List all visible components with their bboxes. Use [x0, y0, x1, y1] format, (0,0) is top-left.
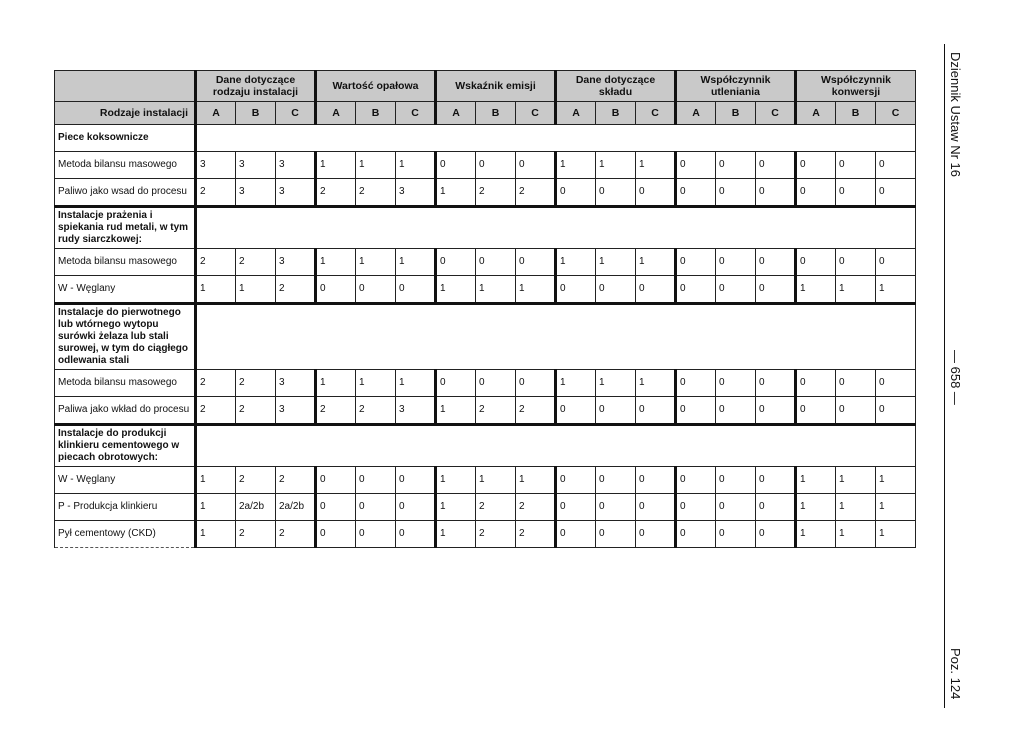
- table-cell: 0: [556, 467, 596, 494]
- table-cell: 0: [876, 179, 916, 207]
- table-cell: 2: [356, 397, 396, 425]
- table-cell: 0: [636, 467, 676, 494]
- table-cell: 0: [756, 249, 796, 276]
- table-cell: 0: [796, 370, 836, 397]
- table-cell: 0: [316, 467, 356, 494]
- table-cell: 1: [796, 494, 836, 521]
- table-cell: 1: [636, 370, 676, 397]
- table-cell: 1: [556, 152, 596, 179]
- table-cell: 0: [636, 494, 676, 521]
- table-cell: 0: [316, 276, 356, 304]
- header-sub: A: [676, 102, 716, 125]
- table-cell: 0: [556, 521, 596, 548]
- table-cell: 0: [556, 276, 596, 304]
- table-cell: 0: [716, 152, 756, 179]
- table-cell: 0: [556, 397, 596, 425]
- table-cell: 1: [196, 521, 236, 548]
- table-cell: 0: [876, 397, 916, 425]
- table-cell: 0: [676, 397, 716, 425]
- section-title: Piece koksownicze: [55, 125, 196, 152]
- table-cell: 1: [836, 494, 876, 521]
- table-cell: 2: [196, 370, 236, 397]
- table-cell: 0: [676, 249, 716, 276]
- header-sub: B: [476, 102, 516, 125]
- table-header: [55, 71, 916, 125]
- table-cell: 0: [356, 467, 396, 494]
- table-cell: 1: [436, 397, 476, 425]
- header-sub: B: [836, 102, 876, 125]
- table-cell: 1: [356, 370, 396, 397]
- table-cell: 2: [516, 521, 556, 548]
- table-cell: 0: [476, 249, 516, 276]
- table-cell: 0: [556, 494, 596, 521]
- table-cell: 0: [716, 179, 756, 207]
- table-cell: 0: [676, 179, 716, 207]
- table-cell: 2: [516, 397, 556, 425]
- table-row: [55, 370, 916, 397]
- row-label: Pył cementowy (CKD): [55, 521, 196, 548]
- table-body: [55, 125, 916, 548]
- table-row: [55, 276, 916, 304]
- header-group: Współczynnik konwersji: [796, 71, 916, 102]
- header-sub: B: [356, 102, 396, 125]
- table-row: [55, 249, 916, 276]
- table-cell: 1: [796, 467, 836, 494]
- data-table: [54, 70, 916, 548]
- table-cell: 3: [276, 397, 316, 425]
- journal-title: Dziennik Ustaw Nr 16: [948, 52, 963, 177]
- section-title: Instalacje do pierwotnego lub wtórnego wytopu surówki żelaza lub stali surowej, w tym do ciągłego odlewania stali: [55, 304, 196, 370]
- table-cell: 0: [356, 494, 396, 521]
- table-cell: 0: [676, 521, 716, 548]
- table-cell: 1: [476, 276, 516, 304]
- table-cell: 1: [596, 249, 636, 276]
- table-cell: 1: [556, 370, 596, 397]
- table-cell: 3: [396, 179, 436, 207]
- table-cell: 3: [276, 179, 316, 207]
- table-cell: 0: [516, 152, 556, 179]
- header-sub: A: [196, 102, 236, 125]
- table-cell: 2: [236, 249, 276, 276]
- table-cell: 0: [436, 249, 476, 276]
- table-cell: 0: [876, 152, 916, 179]
- section-title: Instalacje do produkcji klinkieru cementowego w piecach obrotowych:: [55, 425, 196, 467]
- table-cell: 0: [756, 397, 796, 425]
- table-cell: 0: [836, 370, 876, 397]
- section-row: [55, 425, 916, 467]
- table-cell: 1: [316, 249, 356, 276]
- table-cell: 2: [476, 397, 516, 425]
- table-cell: 1: [356, 152, 396, 179]
- table-cell: 1: [876, 467, 916, 494]
- table-row: [55, 152, 916, 179]
- table-cell: 0: [756, 521, 796, 548]
- table-cell: 0: [396, 521, 436, 548]
- header-sub: C: [636, 102, 676, 125]
- table-cell: 2: [476, 494, 516, 521]
- table-cell: 0: [716, 249, 756, 276]
- row-label: Paliwa jako wkład do procesu: [55, 397, 196, 425]
- table-cell: 0: [396, 467, 436, 494]
- table-cell: 1: [876, 494, 916, 521]
- table-cell: 0: [716, 370, 756, 397]
- section-row: [55, 125, 916, 152]
- table-cell: 2: [236, 467, 276, 494]
- table-cell: 1: [236, 276, 276, 304]
- header-sub: A: [316, 102, 356, 125]
- table-cell: 0: [836, 179, 876, 207]
- table-cell: 0: [836, 249, 876, 276]
- header-group: Dane dotyczące składu: [556, 71, 676, 102]
- table-cell: 0: [636, 397, 676, 425]
- table-cell: 2: [476, 179, 516, 207]
- table-row: [55, 467, 916, 494]
- section-spacer: [196, 304, 916, 370]
- header-sub: A: [556, 102, 596, 125]
- section-row: [55, 304, 916, 370]
- table-cell: 1: [356, 249, 396, 276]
- table-cell: 1: [316, 370, 356, 397]
- table-cell: 0: [716, 467, 756, 494]
- row-label: Paliwo jako wsad do procesu: [55, 179, 196, 207]
- position-number: Poz. 124: [948, 648, 963, 700]
- table-cell: 2: [196, 249, 236, 276]
- table-cell: 2: [276, 276, 316, 304]
- table-cell: 2: [316, 179, 356, 207]
- table-cell: 1: [196, 494, 236, 521]
- table-cell: 1: [316, 152, 356, 179]
- table-cell: 1: [436, 276, 476, 304]
- table-cell: 2: [316, 397, 356, 425]
- table-cell: 1: [876, 521, 916, 548]
- table-cell: 0: [676, 467, 716, 494]
- table-cell: 3: [236, 152, 276, 179]
- table-cell: 1: [436, 521, 476, 548]
- table-cell: 1: [796, 276, 836, 304]
- table-cell: 1: [396, 370, 436, 397]
- header-sub: C: [516, 102, 556, 125]
- table-cell: 2: [196, 397, 236, 425]
- row-label: P - Produkcja klinkieru: [55, 494, 196, 521]
- section-spacer: [196, 207, 916, 249]
- table-cell: 1: [876, 276, 916, 304]
- table-cell: 0: [356, 276, 396, 304]
- table-cell: 0: [676, 152, 716, 179]
- table-cell: 3: [276, 152, 316, 179]
- table-row: [55, 494, 916, 521]
- table-cell: 2: [236, 397, 276, 425]
- section-title: Instalacje prażenia i spiekania rud metali, w tym rudy siarczkowej:: [55, 207, 196, 249]
- table-cell: 1: [836, 467, 876, 494]
- section-spacer: [196, 425, 916, 467]
- table-cell: 1: [636, 152, 676, 179]
- table-cell: 0: [756, 494, 796, 521]
- table-cell: 0: [676, 494, 716, 521]
- table-cell: 0: [476, 370, 516, 397]
- header-sub: C: [276, 102, 316, 125]
- table-cell: 1: [436, 467, 476, 494]
- table-row: [55, 397, 916, 425]
- table-cell: 2: [516, 494, 556, 521]
- header-corner: [55, 71, 196, 102]
- table-cell: 2: [196, 179, 236, 207]
- table-cell: 1: [796, 521, 836, 548]
- table-cell: 3: [276, 370, 316, 397]
- table-cell: 1: [516, 467, 556, 494]
- table-cell: 2a/2b: [276, 494, 316, 521]
- header-group: Wskaźnik emisji: [436, 71, 556, 102]
- table-cell: 0: [716, 494, 756, 521]
- table-cell: 0: [396, 276, 436, 304]
- table-cell: 0: [636, 276, 676, 304]
- row-label: W - Węglany: [55, 276, 196, 304]
- table-cell: 1: [396, 249, 436, 276]
- table-cell: 2: [516, 179, 556, 207]
- table-cell: 0: [796, 249, 836, 276]
- table-cell: 0: [596, 494, 636, 521]
- table-cell: 0: [476, 152, 516, 179]
- header-sub: B: [716, 102, 756, 125]
- table-cell: 0: [756, 179, 796, 207]
- header-sub: C: [756, 102, 796, 125]
- table-cell: 0: [716, 397, 756, 425]
- table-cell: 2: [236, 370, 276, 397]
- table-cell: 0: [756, 152, 796, 179]
- table-cell: 1: [196, 467, 236, 494]
- page-number: — 658 —: [948, 350, 963, 405]
- table-cell: 0: [596, 521, 636, 548]
- table-cell: 0: [516, 249, 556, 276]
- margin-rule: [944, 44, 945, 708]
- table-cell: 0: [756, 370, 796, 397]
- table-cell: 1: [436, 494, 476, 521]
- table-row: [55, 521, 916, 548]
- table-cell: 3: [236, 179, 276, 207]
- header-group: Dane dotyczące rodzaju instalacji: [196, 71, 316, 102]
- table-cell: 1: [396, 152, 436, 179]
- table-cell: 1: [476, 467, 516, 494]
- table-cell: 2: [476, 521, 516, 548]
- table-cell: 0: [876, 370, 916, 397]
- table-cell: 0: [596, 397, 636, 425]
- table-cell: 1: [636, 249, 676, 276]
- table-cell: 3: [276, 249, 316, 276]
- header-sub: B: [596, 102, 636, 125]
- table-cell: 3: [396, 397, 436, 425]
- table-cell: 3: [196, 152, 236, 179]
- table-cell: 0: [596, 276, 636, 304]
- table-cell: 0: [356, 521, 396, 548]
- header-sub: B: [236, 102, 276, 125]
- row-label: W - Węglany: [55, 467, 196, 494]
- header-sub: C: [876, 102, 916, 125]
- table-cell: 2: [236, 521, 276, 548]
- table-cell: 0: [716, 276, 756, 304]
- table-cell: 0: [636, 179, 676, 207]
- row-label: Metoda bilansu masowego: [55, 152, 196, 179]
- table-cell: 0: [516, 370, 556, 397]
- table-cell: 0: [596, 179, 636, 207]
- table-cell: 1: [836, 521, 876, 548]
- table-cell: 0: [876, 249, 916, 276]
- table-cell: 2a/2b: [236, 494, 276, 521]
- section-spacer: [196, 125, 916, 152]
- header-rodzaje-instalacji: Rodzaje instalacji: [55, 102, 196, 125]
- header-group: Wartość opałowa: [316, 71, 436, 102]
- table-cell: 1: [516, 276, 556, 304]
- header-group: Współczynnik utleniania: [676, 71, 796, 102]
- table-cell: 0: [316, 494, 356, 521]
- table-cell: 2: [276, 467, 316, 494]
- table-cell: 0: [756, 467, 796, 494]
- header-sub: A: [436, 102, 476, 125]
- table-cell: 0: [676, 276, 716, 304]
- table-cell: 0: [796, 397, 836, 425]
- table-cell: 1: [836, 276, 876, 304]
- table-cell: 0: [756, 276, 796, 304]
- row-label: Metoda bilansu masowego: [55, 249, 196, 276]
- table-cell: 0: [796, 152, 836, 179]
- table-cell: 0: [676, 370, 716, 397]
- table-cell: 2: [356, 179, 396, 207]
- table-cell: 0: [556, 179, 596, 207]
- header-sub: C: [396, 102, 436, 125]
- table-cell: 1: [196, 276, 236, 304]
- table-cell: 0: [836, 152, 876, 179]
- table-cell: 0: [436, 152, 476, 179]
- table-cell: 1: [436, 179, 476, 207]
- header-sub: A: [796, 102, 836, 125]
- table-cell: 0: [636, 521, 676, 548]
- table-cell: 0: [796, 179, 836, 207]
- table-cell: 0: [316, 521, 356, 548]
- table-cell: 0: [596, 467, 636, 494]
- table-cell: 0: [396, 494, 436, 521]
- table-cell: 1: [596, 370, 636, 397]
- table-cell: 0: [716, 521, 756, 548]
- table-cell: 1: [556, 249, 596, 276]
- row-label: Metoda bilansu masowego: [55, 370, 196, 397]
- section-row: [55, 207, 916, 249]
- table-cell: 0: [836, 397, 876, 425]
- table-row: [55, 179, 916, 207]
- table-cell: 2: [276, 521, 316, 548]
- table-cell: 1: [596, 152, 636, 179]
- table-cell: 0: [436, 370, 476, 397]
